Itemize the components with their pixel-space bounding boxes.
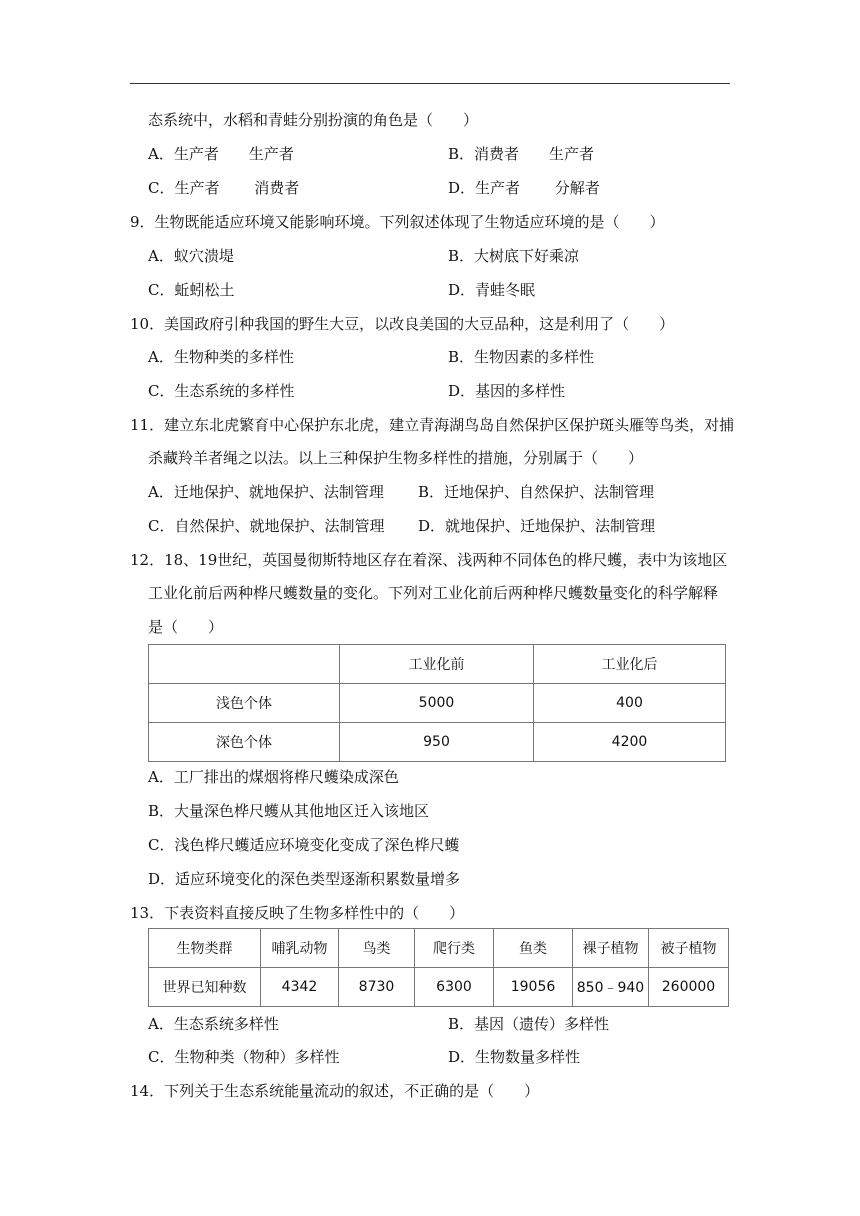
q8-option-a: A．生产者 生产者 [148, 145, 294, 163]
table-cell: 5000 [340, 684, 534, 723]
q11-option-b: B．迁地保护、自然保护、法制管理 [418, 483, 655, 501]
table-cell: 400 [534, 684, 726, 723]
q10-option-b: B．生物因素的多样性 [448, 348, 595, 366]
table-cell: 哺乳动物 [261, 929, 339, 968]
q14-stem: 14．下列关于生态系统能量流动的叙述，不正确的是（ ） [130, 1082, 540, 1100]
table-cell: 4200 [534, 723, 726, 762]
q12-option-b: B．大量深色桦尺蠖从其他地区迁入该地区 [148, 802, 430, 820]
q9-option-c: C．蚯蚓松土 [148, 281, 235, 299]
q9-stem: 9．生物既能适应环境又能影响环境。下列叙述体现了生物适应环境的是（ ） [130, 213, 665, 231]
q13-option-d: D．生物数量多样性 [448, 1048, 581, 1066]
q12-stem-line1: 12．18、19世纪，英国曼彻斯特地区存在着深、浅两种不同体色的桦尺蠖，表中为该地区 [130, 551, 728, 569]
table-header-row [149, 929, 729, 968]
table-cell: 8730 [339, 968, 415, 1007]
q11-option-c: C．自然保护、就地保护、法制管理 [148, 517, 385, 535]
q8-option-b: B．消费者 生产者 [448, 145, 595, 163]
q11-option-a: A．迁地保护、就地保护、法制管理 [148, 483, 384, 501]
q11-stem-line2: 杀藏羚羊者绳之以法。以上三种保护生物多样性的措施，分别属于（ ） [148, 449, 644, 467]
q11-stem-line1: 11．建立东北虎繁育中心保护东北虎，建立青海湖鸟岛自然保护区保护斑头雁等鸟类，对捕 [130, 416, 735, 434]
table-row [149, 968, 729, 1007]
q12-option-c: C．浅色桦尺蠖适应环境变化变成了深色桦尺蠖 [148, 836, 460, 854]
table-cell: 4342 [261, 968, 339, 1007]
table-cell: 世界已知种数 [149, 968, 261, 1007]
table-cell: 浅色个体 [149, 684, 340, 723]
q8-option-c: C．生产者 消费者 [148, 179, 300, 197]
table-cell: 19056 [494, 968, 573, 1007]
q12-option-a: A．工厂排出的煤烟将桦尺蠖染成深色 [148, 768, 399, 786]
q10-option-d: D．基因的多样性 [448, 382, 566, 400]
q9-option-d: D．青蛙冬眠 [448, 281, 536, 299]
table-cell: 工业化前 [340, 645, 534, 684]
header-rule [130, 83, 730, 84]
table-cell: 生物类群 [149, 929, 261, 968]
table-cell: 鱼类 [494, 929, 573, 968]
table-header-row [149, 645, 726, 684]
table-cell: 被子植物 [649, 929, 729, 968]
table-cell: 850﹣940 [573, 968, 649, 1007]
q12-option-d: D．适应环境变化的深色类型逐渐积累数量增多 [148, 870, 461, 888]
q9-option-b: B．大树底下好乘凉 [448, 247, 580, 265]
table-cell [149, 645, 340, 684]
q11-option-d: D．就地保护、迁地保护、法制管理 [418, 517, 656, 535]
q13-stem: 13．下表资料直接反映了生物多样性中的（ ） [130, 904, 465, 922]
table-cell: 鸟类 [339, 929, 415, 968]
table-cell: 爬行类 [415, 929, 494, 968]
q13-option-a: A．生态系统多样性 [148, 1015, 279, 1033]
table-cell: 工业化后 [534, 645, 726, 684]
table-row [149, 684, 726, 723]
q10-option-c: C．生态系统的多样性 [148, 382, 295, 400]
q12-data-table [148, 644, 726, 762]
table-cell: 深色个体 [149, 723, 340, 762]
table-row [149, 723, 726, 762]
q12-stem-line2: 工业化前后两种桦尺蠖数量的变化。下列对工业化前后两种桦尺蠖数量变化的科学解释 [148, 584, 719, 602]
table-cell: 6300 [415, 968, 494, 1007]
table-cell: 950 [340, 723, 534, 762]
q13-option-b: B．基因（遗传）多样性 [448, 1015, 610, 1033]
q10-option-a: A．生物种类的多样性 [148, 348, 294, 366]
q9-option-a: A．蚁穴溃堤 [148, 247, 234, 265]
table-cell: 260000 [649, 968, 729, 1007]
q8-stem-continued: 态系统中，水稻和青蛙分别扮演的角色是（ ） [148, 111, 479, 129]
table-cell: 裸子植物 [573, 929, 649, 968]
q8-option-d: D．生产者 分解者 [448, 179, 600, 197]
q10-stem: 10．美国政府引种我国的野生大豆，以改良美国的大豆品种，这是利用了（ ） [130, 315, 675, 333]
q13-option-c: C．生物种类（物种）多样性 [148, 1048, 340, 1066]
q12-stem-line3: 是（ ） [148, 618, 224, 636]
q13-data-table [148, 928, 729, 1007]
